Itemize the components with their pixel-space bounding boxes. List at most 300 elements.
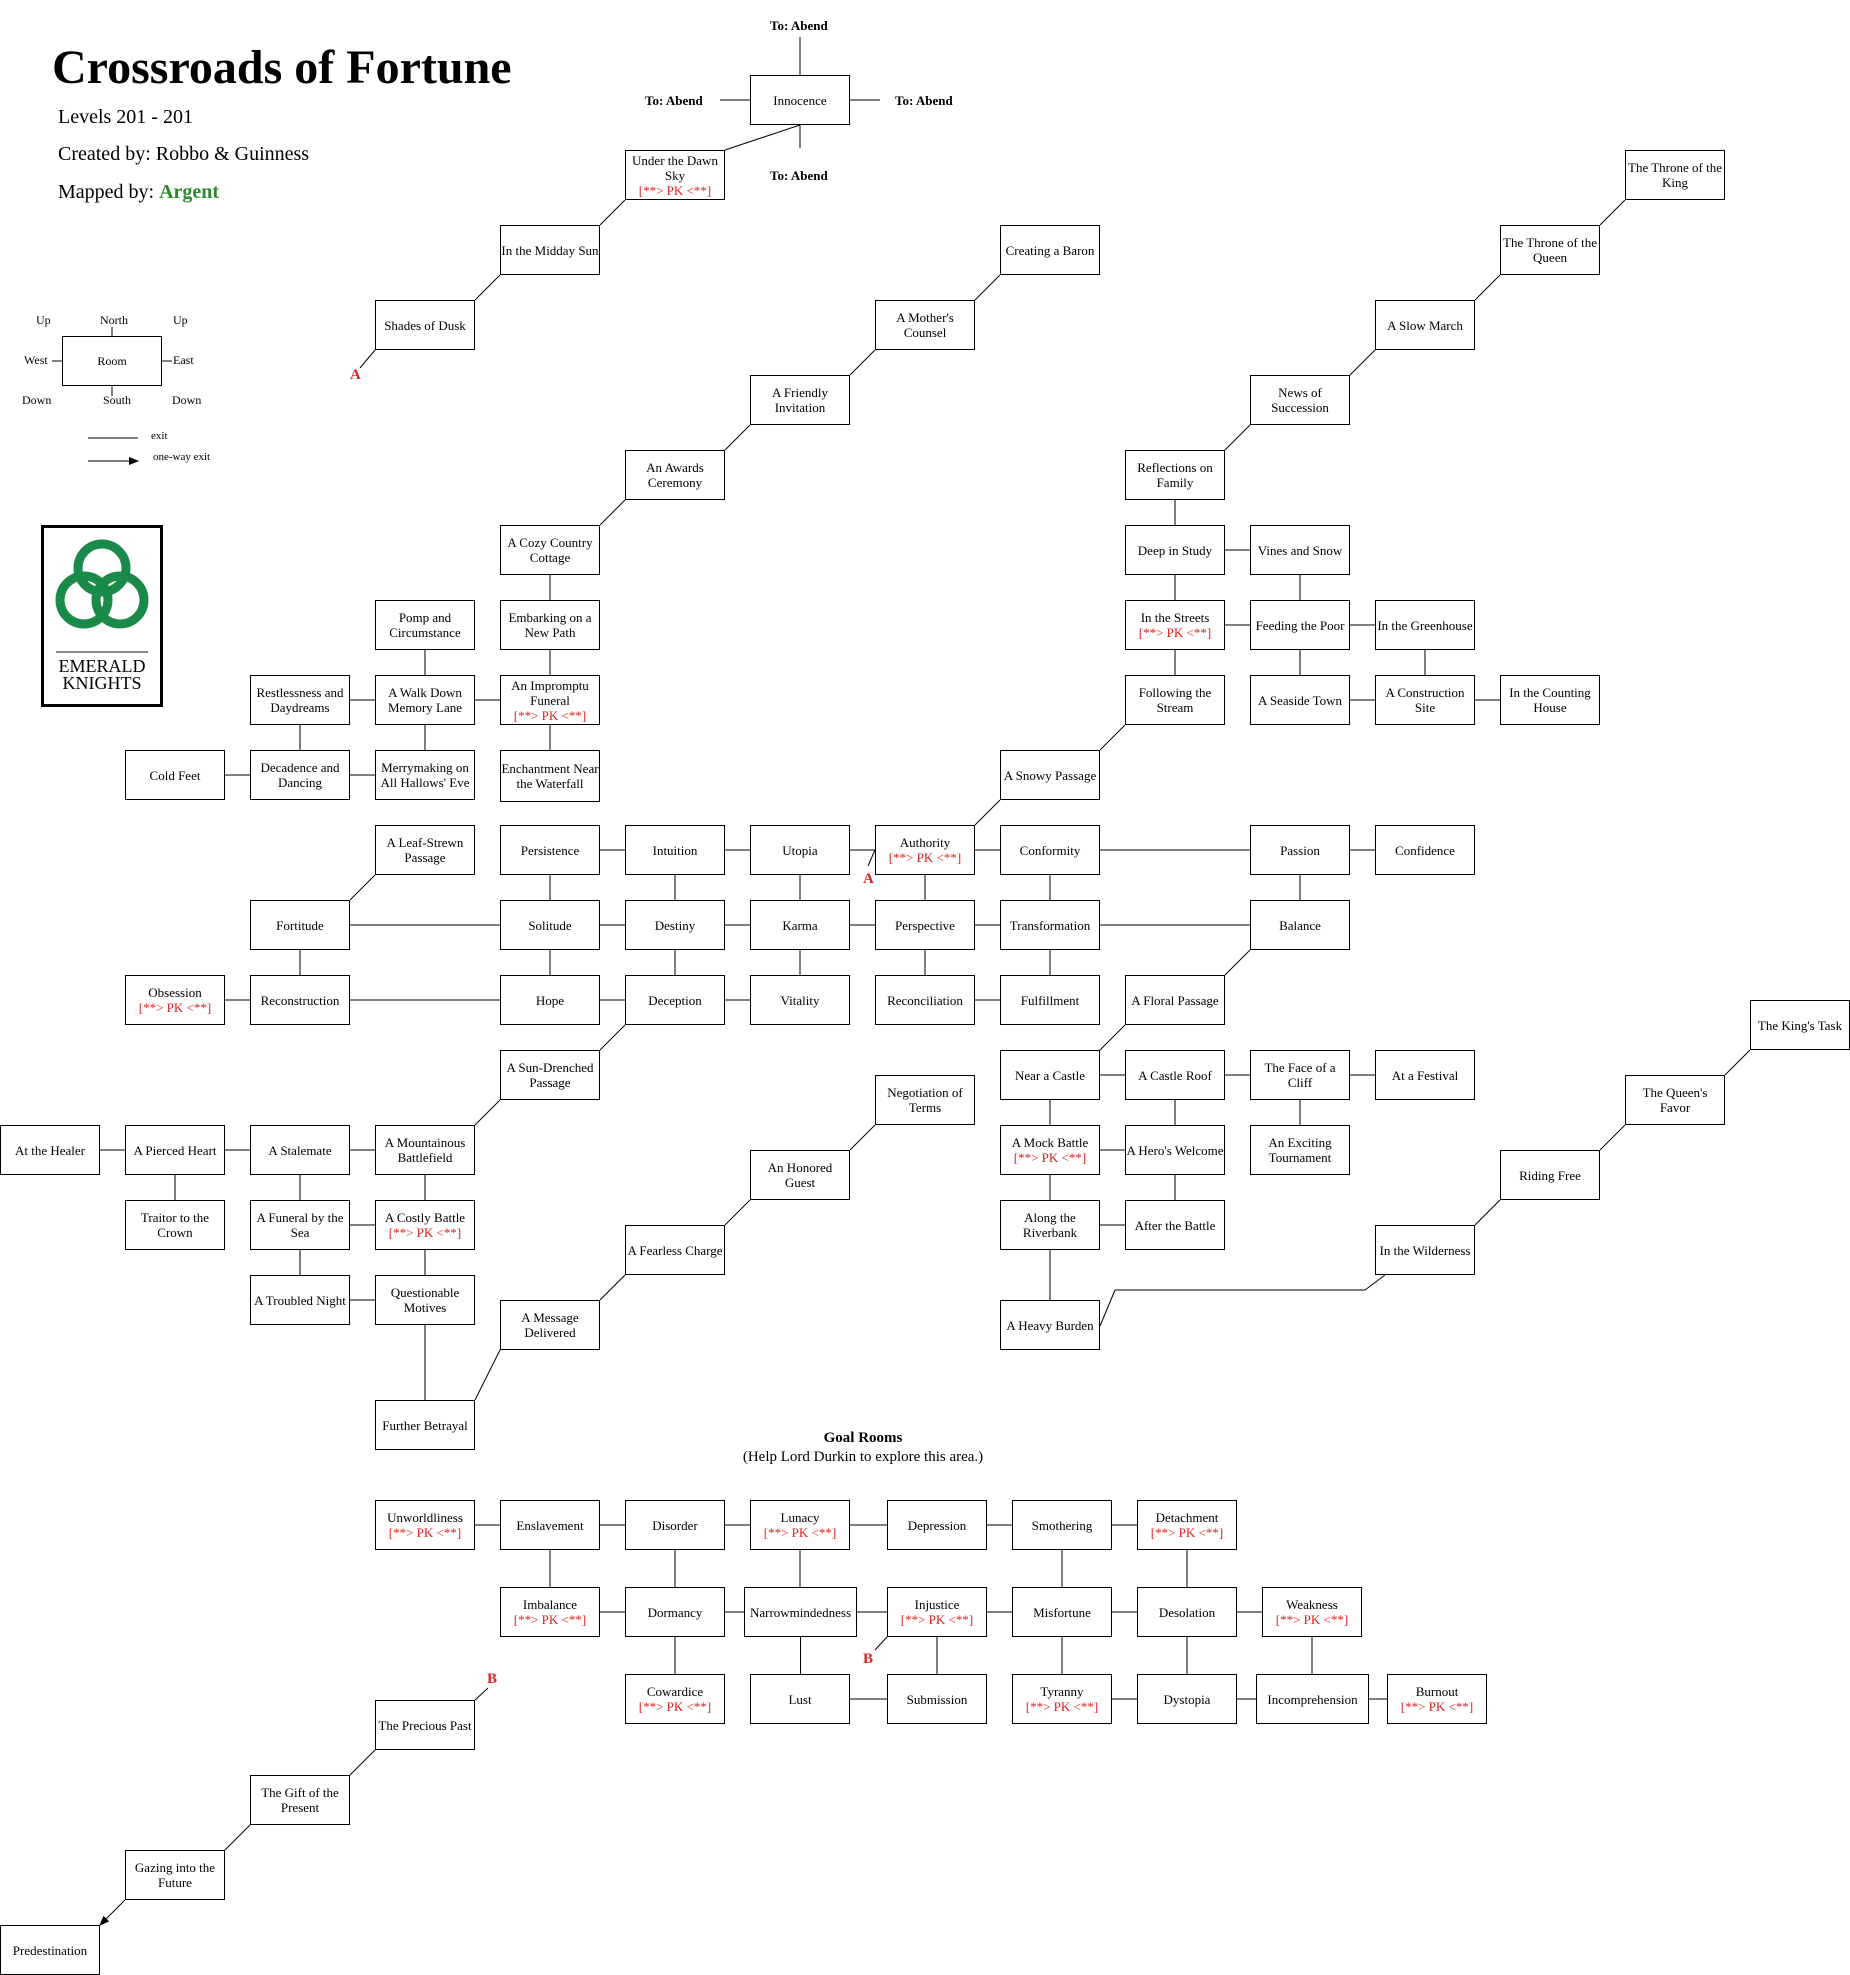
exit-line xyxy=(1225,950,1250,975)
room-name: A Fearless Charge xyxy=(627,1242,723,1258)
room-name: Further Betrayal xyxy=(382,1417,468,1433)
room-riverbank[interactable] xyxy=(1000,1200,1100,1250)
room-pierced[interactable] xyxy=(125,1125,225,1175)
room-name: A Sun-Drenched Passage xyxy=(506,1060,594,1090)
room-name: A Mock Battle xyxy=(1011,1135,1089,1150)
room-name: Submission xyxy=(906,1691,968,1707)
legend-west: West xyxy=(24,353,48,367)
room-innocence[interactable] xyxy=(750,75,850,125)
room-perspective[interactable] xyxy=(875,900,975,950)
room-name: Innocence xyxy=(773,92,827,108)
room-name: A Cozy Country Cottage xyxy=(507,535,593,565)
room-name: Deep in Study xyxy=(1137,542,1213,558)
room-name: The Throne of the Queen xyxy=(1503,235,1597,265)
exit-line xyxy=(725,425,750,450)
exit-line xyxy=(225,1825,250,1850)
room-name: Destiny xyxy=(654,917,696,933)
room-healer[interactable] xyxy=(0,1125,100,1175)
levels-text: Levels 201 - 201 xyxy=(58,106,193,128)
room-name: Solitude xyxy=(528,917,572,933)
exit-line xyxy=(975,800,1000,825)
room-name: An Impromptu Funeral xyxy=(511,677,589,708)
room-name: Hope xyxy=(535,992,565,1008)
room-name: Weakness xyxy=(1286,1597,1338,1612)
one-way-exit-arrow xyxy=(100,1900,125,1925)
room-name: A Heavy Burden xyxy=(1006,1317,1094,1333)
room-transformation[interactable] xyxy=(1000,900,1100,950)
room-funeral-sea[interactable] xyxy=(250,1200,350,1250)
exit-south-label: To: Abend xyxy=(770,168,828,183)
room-kings-task[interactable] xyxy=(1750,1000,1850,1050)
room-name: The Queen's Favor xyxy=(1642,1085,1708,1115)
room-name: At a Festival xyxy=(1391,1067,1459,1083)
pk-flag: [**> PK <**] xyxy=(638,182,712,198)
exit-line xyxy=(475,1688,488,1700)
goal-rooms-subtitle: (Help Lord Durkin to explore this area.) xyxy=(742,1449,984,1465)
room-weakness[interactable] xyxy=(1262,1587,1362,1637)
room-friendly-invitation[interactable] xyxy=(750,375,850,425)
room-name: Vines and Snow xyxy=(1257,542,1343,558)
room-embarking[interactable] xyxy=(500,600,600,650)
pk-flag: [**> PK <**] xyxy=(1138,625,1212,640)
room-throne-king[interactable] xyxy=(1625,150,1725,200)
room-name: A Slow March xyxy=(1387,317,1463,333)
room-gift-present[interactable] xyxy=(250,1775,350,1825)
room-incomprehension[interactable] xyxy=(1256,1674,1369,1724)
room-name: Feeding the Poor xyxy=(1255,617,1345,633)
room-message[interactable] xyxy=(500,1300,600,1350)
room-name: Traitor to the Crown xyxy=(140,1210,210,1240)
pk-flag: [**> PK <**] xyxy=(1025,1699,1099,1714)
room-name: Shades of Dusk xyxy=(384,317,466,333)
room-name: Transformation xyxy=(1009,917,1091,933)
room-cozy[interactable] xyxy=(500,525,600,575)
room-name: In the Wilderness xyxy=(1379,1242,1471,1258)
room-name: Lunacy xyxy=(780,1510,820,1525)
room-stream[interactable] xyxy=(1125,675,1225,725)
room-name: After the Battle xyxy=(1134,1217,1216,1233)
room-name: Merrymaking on All Hallows' Eve xyxy=(380,760,470,790)
room-submission[interactable] xyxy=(887,1674,987,1724)
room-solitude[interactable] xyxy=(500,900,600,950)
room-name: Creating a Baron xyxy=(1005,242,1095,258)
exit-line xyxy=(1100,1290,1115,1326)
room-streets[interactable] xyxy=(1125,600,1225,650)
exit-line xyxy=(1475,1200,1500,1225)
exit-line xyxy=(1600,200,1625,225)
legend-one-way-label: one-way exit xyxy=(153,451,211,463)
exit-line xyxy=(1725,1050,1750,1075)
exit-line xyxy=(475,275,500,300)
exit-line xyxy=(360,350,375,368)
room-name: A Pierced Heart xyxy=(133,1142,217,1158)
room-karma[interactable] xyxy=(750,900,850,950)
emerald-knights-logo xyxy=(41,525,163,707)
room-burnout[interactable] xyxy=(1387,1674,1487,1724)
room-name: Misfortune xyxy=(1033,1604,1091,1620)
room-greenhouse[interactable] xyxy=(1375,600,1475,650)
room-smothering[interactable] xyxy=(1012,1500,1112,1550)
exit-line xyxy=(975,275,1000,300)
room-name: Depression xyxy=(907,1517,967,1533)
room-name: Passion xyxy=(1280,842,1320,858)
room-balance[interactable] xyxy=(1250,900,1350,950)
room-after-battle[interactable] xyxy=(1125,1200,1225,1250)
exit-west-label: To: Abend xyxy=(645,93,703,108)
room-name: Lust xyxy=(788,1691,812,1707)
mapper-name: Argent xyxy=(159,181,220,203)
room-name: The Face of a Cliff xyxy=(1264,1060,1336,1090)
mapper-line xyxy=(58,181,219,204)
room-deep-study[interactable] xyxy=(1125,525,1225,575)
room-lunacy[interactable] xyxy=(750,1500,850,1550)
room-mountainous[interactable] xyxy=(375,1125,475,1175)
room-name: Cowardice xyxy=(646,1684,704,1699)
room-name: A Leaf-Strewn Passage xyxy=(386,835,464,865)
room-name: Under the Dawn Sky xyxy=(632,152,718,183)
room-name: Fortitude xyxy=(276,917,324,933)
room-precious-past[interactable] xyxy=(375,1700,475,1750)
room-memory-lane[interactable] xyxy=(375,675,475,725)
room-slow-march[interactable] xyxy=(1375,300,1475,350)
room-name: In the Midday Sun xyxy=(501,242,599,258)
room-name: Embarking on a New Path xyxy=(508,610,592,640)
room-name: Disorder xyxy=(652,1517,698,1533)
room-name: Pomp and Circumstance xyxy=(389,610,461,640)
room-name: A Message Delivered xyxy=(521,1310,579,1340)
exit-line xyxy=(1365,1275,1385,1290)
room-lust[interactable] xyxy=(750,1674,850,1724)
room-midday[interactable] xyxy=(500,225,600,275)
room-name: Authority xyxy=(899,835,951,850)
room-castle-roof[interactable] xyxy=(1125,1050,1225,1100)
room-leaf[interactable] xyxy=(375,825,475,875)
room-riding-free[interactable] xyxy=(1500,1150,1600,1200)
room-name: Perspective xyxy=(895,917,955,933)
room-hope[interactable] xyxy=(500,975,600,1025)
room-conformity[interactable] xyxy=(1000,825,1100,875)
room-name: A Mountainous Battlefield xyxy=(384,1135,466,1165)
room-troubled[interactable] xyxy=(250,1275,350,1325)
room-imbalance[interactable] xyxy=(500,1587,600,1637)
room-name: Deception xyxy=(648,992,702,1008)
room-name: A Funeral by the Sea xyxy=(256,1210,344,1240)
legend-up-left: Up xyxy=(36,313,51,327)
room-pomp[interactable] xyxy=(375,600,475,650)
room-gazing[interactable] xyxy=(125,1850,225,1900)
room-unworldliness[interactable] xyxy=(375,1500,475,1550)
room-awards[interactable] xyxy=(625,450,725,500)
room-decadence[interactable] xyxy=(250,750,350,800)
room-fortitude[interactable] xyxy=(250,900,350,950)
room-traitor[interactable] xyxy=(125,1200,225,1250)
room-intuition[interactable] xyxy=(625,825,725,875)
exit-line xyxy=(1350,350,1375,375)
room-name: Confidence xyxy=(1395,842,1455,858)
room-name: Smothering xyxy=(1031,1517,1093,1533)
exit-line xyxy=(475,1100,500,1125)
room-name: The Gift of the Present xyxy=(261,1785,339,1815)
room-floral[interactable] xyxy=(1125,975,1225,1025)
room-name: A Stalemate xyxy=(268,1142,332,1158)
room-dusk[interactable] xyxy=(375,300,475,350)
room-name: A Snowy Passage xyxy=(1003,767,1097,783)
pk-flag: [**> PK <**] xyxy=(388,1225,462,1240)
exit-line xyxy=(350,1750,375,1775)
pk-flag: [**> PK <**] xyxy=(1013,1150,1087,1165)
room-honored[interactable] xyxy=(750,1150,850,1200)
room-name: In the Counting House xyxy=(1509,685,1591,715)
room-deception[interactable] xyxy=(625,975,725,1025)
room-name: A Troubled Night xyxy=(254,1292,346,1308)
room-name: An Exciting Tournament xyxy=(1268,1135,1332,1165)
room-name: Predestination xyxy=(12,1942,88,1958)
pk-flag: [**> PK <**] xyxy=(513,1612,587,1627)
exit-line xyxy=(725,1200,750,1225)
room-name: Dormancy xyxy=(647,1604,703,1620)
pk-flag: [**> PK <**] xyxy=(1275,1612,1349,1627)
room-heros-welcome[interactable] xyxy=(1125,1125,1225,1175)
room-dystopia[interactable] xyxy=(1137,1674,1237,1724)
room-heavy-burden[interactable] xyxy=(1000,1300,1100,1350)
exit-north-label: To: Abend xyxy=(770,18,828,33)
room-predestination[interactable] xyxy=(0,1925,100,1975)
room-name: Persistence xyxy=(520,842,580,858)
room-questionable[interactable] xyxy=(375,1275,475,1325)
room-tournament[interactable] xyxy=(1250,1125,1350,1175)
marker-b-bottom: B xyxy=(863,1651,874,1667)
room-name: The Precious Past xyxy=(378,1717,472,1733)
pk-flag: [**> PK <**] xyxy=(763,1525,837,1540)
room-vines[interactable] xyxy=(1250,525,1350,575)
logo-line-2: KNIGHTS xyxy=(62,673,142,693)
room-enslavement[interactable] xyxy=(500,1500,600,1550)
room-name: Enslavement xyxy=(516,1517,584,1533)
logo-wordmark xyxy=(44,658,160,692)
pk-flag: [**> PK <**] xyxy=(513,707,587,723)
room-name: At the Healer xyxy=(14,1142,86,1158)
room-detachment[interactable] xyxy=(1137,1500,1237,1550)
room-mock-battle[interactable] xyxy=(1000,1125,1100,1175)
room-name: An Honored Guest xyxy=(767,1160,833,1190)
room-seaside[interactable] xyxy=(1250,675,1350,725)
room-name: Near a Castle xyxy=(1014,1067,1086,1083)
room-name: Tyranny xyxy=(1040,1684,1084,1699)
room-costly[interactable] xyxy=(375,1200,475,1250)
room-name: A Friendly Invitation xyxy=(772,385,828,415)
pk-flag: [**> PK <**] xyxy=(388,1525,462,1540)
room-narrowmindedness[interactable] xyxy=(744,1587,857,1637)
pk-flag: [**> PK <**] xyxy=(888,850,962,865)
room-name: A Mother's Counsel xyxy=(896,310,954,340)
room-further-betrayal[interactable] xyxy=(375,1400,475,1450)
creators-text: Created by: Robbo & Guinness xyxy=(58,143,310,165)
exit-line xyxy=(1100,725,1125,750)
pk-flag: [**> PK <**] xyxy=(1150,1525,1224,1540)
room-cowardice[interactable] xyxy=(625,1674,725,1724)
room-reconciliation[interactable] xyxy=(875,975,975,1025)
room-stalemate[interactable] xyxy=(250,1125,350,1175)
legend-up-right: Up xyxy=(173,313,188,327)
room-name: Imbalance xyxy=(522,1597,578,1612)
exit-line xyxy=(600,1025,625,1050)
room-desolation[interactable] xyxy=(1137,1587,1237,1637)
room-name: A Walk Down Memory Lane xyxy=(387,685,462,715)
room-name: A Castle Roof xyxy=(1138,1067,1212,1083)
room-vitality[interactable] xyxy=(750,975,850,1025)
marker-a-left: A xyxy=(350,367,361,383)
room-name: The King's Task xyxy=(1757,1017,1843,1033)
legend-down-right: Down xyxy=(172,393,202,407)
room-name: Negotiation of Terms xyxy=(887,1085,963,1115)
legend-exit-label: exit xyxy=(151,430,168,442)
room-news-succession[interactable] xyxy=(1250,375,1350,425)
room-name: Dystopia xyxy=(1163,1691,1211,1707)
legend-down-left: Down xyxy=(22,393,52,407)
room-tyranny[interactable] xyxy=(1012,1674,1112,1724)
room-name: Obsession xyxy=(148,985,202,1000)
room-name: An Awards Ceremony xyxy=(646,460,704,490)
room-name: A Floral Passage xyxy=(1131,992,1219,1008)
legend-north: North xyxy=(100,313,128,327)
mapper-label: Mapped by: xyxy=(58,181,155,203)
room-construction[interactable] xyxy=(1375,675,1475,725)
room-passion[interactable] xyxy=(1250,825,1350,875)
exit-line xyxy=(1100,1025,1125,1050)
room-obsession[interactable] xyxy=(125,975,225,1025)
room-name: Narrowmindedness xyxy=(749,1604,852,1620)
room-name: Intuition xyxy=(652,842,698,858)
room-wilderness[interactable] xyxy=(1375,1225,1475,1275)
page-title: Crossroads of Fortune xyxy=(52,41,512,94)
room-name: Unworldliness xyxy=(387,1510,463,1525)
room-name: Cold Feet xyxy=(149,767,201,783)
pk-flag: [**> PK <**] xyxy=(138,1000,212,1015)
room-name: Desolation xyxy=(1158,1604,1216,1620)
room-snowy[interactable] xyxy=(1000,750,1100,800)
room-name: Reconstruction xyxy=(260,992,340,1008)
room-name: Decadence and Dancing xyxy=(260,760,340,790)
room-name: In the Greenhouse xyxy=(1377,617,1473,633)
exit-line xyxy=(725,125,800,150)
exit-line xyxy=(1225,425,1250,450)
room-funeral-impromptu[interactable] xyxy=(500,675,600,725)
room-utopia[interactable] xyxy=(750,825,850,875)
room-name: Utopia xyxy=(782,842,818,858)
room-name: The Throne of the King xyxy=(1628,160,1722,190)
room-dormancy[interactable] xyxy=(625,1587,725,1637)
room-destiny[interactable] xyxy=(625,900,725,950)
room-name: In the Streets xyxy=(1140,610,1210,625)
marker-a-right: A xyxy=(863,871,874,887)
exit-line xyxy=(850,350,875,375)
room-name: Gazing into the Future xyxy=(134,1860,216,1890)
pk-flag: [**> PK <**] xyxy=(638,1699,712,1714)
room-sun-drenched[interactable] xyxy=(500,1050,600,1100)
room-name: Injustice xyxy=(914,1597,960,1612)
room-injustice[interactable] xyxy=(887,1587,987,1637)
marker-b-top: B xyxy=(487,1671,498,1687)
room-name: Along the Riverbank xyxy=(1022,1210,1078,1240)
pk-flag: [**> PK <**] xyxy=(900,1612,974,1627)
room-name: Reconciliation xyxy=(887,992,963,1008)
exit-line xyxy=(1600,1125,1625,1150)
room-dawn[interactable] xyxy=(625,150,725,200)
exit-line xyxy=(350,875,375,900)
legend-room-box xyxy=(62,336,162,386)
room-mothers-counsel[interactable] xyxy=(875,300,975,350)
room-name: Reflections on Family xyxy=(1137,460,1213,490)
exit-line xyxy=(475,1350,500,1400)
triquetra-icon xyxy=(44,528,160,658)
room-name: Questionable Motives xyxy=(390,1285,460,1315)
room-counting[interactable] xyxy=(1500,675,1600,725)
room-disorder[interactable] xyxy=(625,1500,725,1550)
room-creating-baron[interactable] xyxy=(1000,225,1100,275)
room-festival[interactable] xyxy=(1375,1050,1475,1100)
room-name: Detachment xyxy=(1155,1510,1219,1525)
room-depression[interactable] xyxy=(887,1500,987,1550)
room-name: Incomprehension xyxy=(1267,1691,1358,1707)
legend-south: South xyxy=(103,393,132,407)
room-name: Fulfillment xyxy=(1020,992,1080,1008)
room-name: Conformity xyxy=(1019,842,1081,858)
room-misfortune[interactable] xyxy=(1012,1587,1112,1637)
exit-line xyxy=(875,1637,887,1650)
exit-east-label: To: Abend xyxy=(895,93,953,108)
room-merrymaking[interactable] xyxy=(375,750,475,800)
room-name: Following the Stream xyxy=(1138,685,1212,715)
room-name: A Seaside Town xyxy=(1257,692,1343,708)
exit-line xyxy=(600,1275,625,1300)
room-cold-feet[interactable] xyxy=(125,750,225,800)
room-name: Vitality xyxy=(780,992,820,1008)
room-restlessness[interactable] xyxy=(250,675,350,725)
room-feeding[interactable] xyxy=(1250,600,1350,650)
legend-east: East xyxy=(173,353,194,367)
room-confidence[interactable] xyxy=(1375,825,1475,875)
room-name: A Construction Site xyxy=(1385,685,1465,715)
room-throne-queen[interactable] xyxy=(1500,225,1600,275)
room-enchantment[interactable] xyxy=(500,750,600,802)
room-name: Balance xyxy=(1279,917,1321,933)
room-queens-favor[interactable] xyxy=(1625,1075,1725,1125)
room-name: A Costly Battle xyxy=(384,1210,466,1225)
room-name: Karma xyxy=(782,917,818,933)
room-name: Riding Free xyxy=(1519,1167,1581,1183)
room-negotiation[interactable] xyxy=(875,1075,975,1125)
room-authority[interactable] xyxy=(875,825,975,875)
room-face-cliff[interactable] xyxy=(1250,1050,1350,1100)
room-name: Restlessness and Daydreams xyxy=(256,685,344,715)
room-name: Enchantment Near the Waterfall xyxy=(501,761,599,791)
goal-rooms-title: Goal Rooms xyxy=(823,1430,903,1446)
room-name: News of Succession xyxy=(1271,385,1329,415)
exit-line xyxy=(600,500,625,525)
room-reflections[interactable] xyxy=(1125,450,1225,500)
exit-line xyxy=(850,1125,875,1150)
logo-line-1: EMERALD xyxy=(58,656,146,676)
room-fulfillment[interactable] xyxy=(1000,975,1100,1025)
pk-flag: [**> PK <**] xyxy=(1400,1699,1474,1714)
room-persistence[interactable] xyxy=(500,825,600,875)
room-reconstruction[interactable] xyxy=(250,975,350,1025)
exit-line xyxy=(868,850,875,866)
exit-line xyxy=(600,200,625,225)
room-name: Burnout xyxy=(1415,1684,1459,1699)
room-near-castle[interactable] xyxy=(1000,1050,1100,1100)
room-fearless[interactable] xyxy=(625,1225,725,1275)
